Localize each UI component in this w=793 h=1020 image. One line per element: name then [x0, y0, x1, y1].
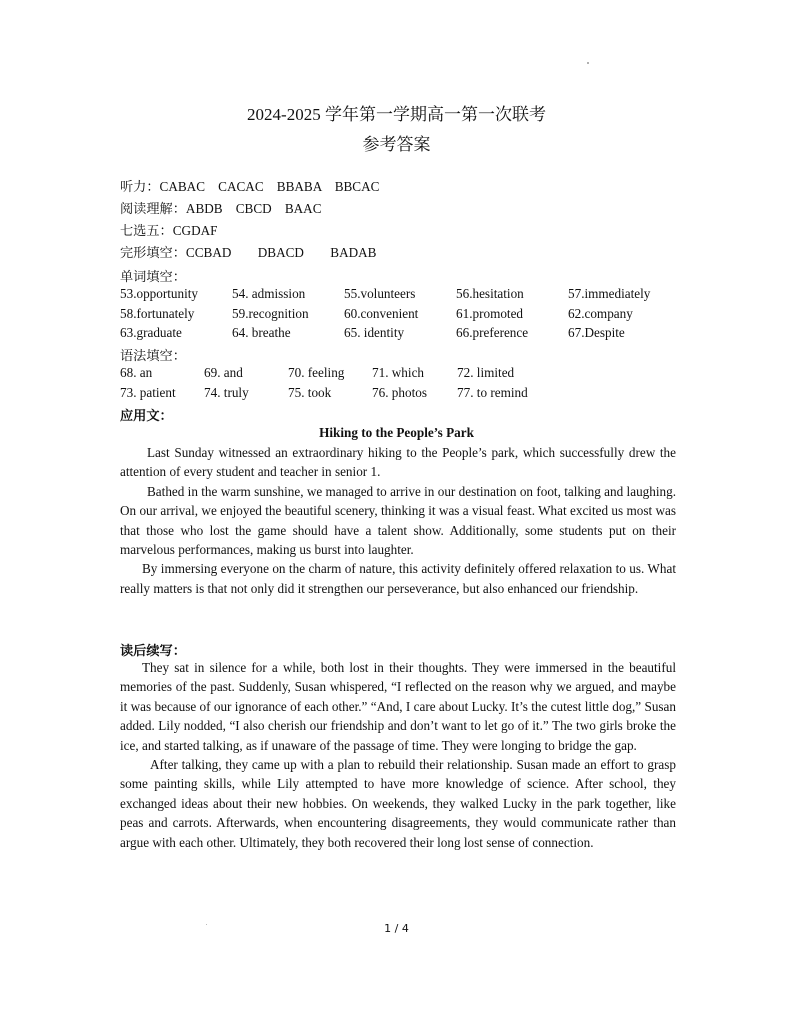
vocab-answer: 63.graduate	[120, 325, 182, 340]
vocab-answer: 56.hesitation	[456, 286, 524, 301]
grammar-answer: 77. to remind	[457, 384, 528, 400]
vocab-answer: 62.company	[568, 305, 633, 321]
scan-dot	[587, 62, 589, 64]
paragraph: They sat in silence for a while, both lost in their thoughts. They were immersed in the beautiful memories of the past. Suddenly, Susan whispered, “I reflected on the reason why we argued, and maybe it was because of our ignorance of each other.” “And, I care about Lucky. It’s the cutest little dog,” Susan added. Lily nodded, “I also cherish our friendship and don’t want to let go of it.” The two girls broke the ice, and started talking, as if unaware of the passage of time. They were longing to bridge the gap.	[120, 660, 676, 753]
vocab-answer: 64. breathe	[232, 325, 291, 340]
continuation-writing-label: 读后续写：	[120, 643, 186, 658]
continuation-writing-body	[120, 658, 676, 852]
grammar-answer: 75. took	[288, 384, 332, 400]
grammar-answer: 73. patient	[120, 384, 176, 400]
vocab-answer: 57.immediately	[568, 286, 651, 301]
paragraph: Bathed in the warm sunshine, we managed to arrive in our destination on foot, talking and laughing. On our arrival, we enjoyed the beautiful scenery, thinking it was a visual feast. What excited us most was that those who lost the game should have a talent show. Additionally, some students put on their marvelous performances, making us burst into laughter.	[120, 483, 676, 558]
reading-answers: 阅读理解：ABDB CBCD BAAC	[120, 201, 322, 216]
seven-choose-five-answers: 七选五：CGDAF	[120, 223, 218, 238]
listening-answers: 听力：CABAC CACAC BBABA BBCAC	[120, 179, 380, 194]
grammar-label: 语法填空：	[120, 348, 186, 363]
vocab-answer: 53.opportunity	[120, 286, 199, 301]
vocab-answer: 54. admission	[232, 286, 306, 301]
grammar-answer: 70. feeling	[288, 365, 345, 380]
paragraph: Last Sunday witnessed an extraordinary hiking to the People’s park, which successfully drew the attention of every student and teacher in senior 1.	[120, 445, 676, 480]
grammar-answer: 72. limited	[457, 365, 515, 380]
grammar-answer: 74. truly	[204, 384, 249, 400]
paragraph: After talking, they came up with a plan to rebuild their relationship. Susan made an effort to grasp some painting skills, while Lily attempted to have more knowledge of science. After school, they exchanged ideas about their new hobbies. On weekends, they walked Lucky in the park together, like peas and carrots. Afterwards, when encountering disagreements, they would communicate rather than argue with each other. Ultimately, they both recovered their long lost sense of connection.	[120, 757, 676, 850]
paragraph: By immersing everyone on the charm of nature, this activity definitely offered relaxation to us. What really matters is that not only did it strengthen our perseverance, but also enhanced our friendship.	[120, 561, 676, 596]
vocab-answer: 61.promoted	[456, 305, 524, 321]
answer-key-title: 参考答案	[362, 135, 431, 154]
grammar-answer: 68. an	[120, 365, 153, 380]
vocab-answer: 66.preference	[456, 325, 529, 340]
grammar-answer: 71. which	[372, 365, 425, 380]
cloze-answers: 完形填空：CCBAD DBACD BADAB	[120, 245, 377, 260]
applied-writing-label: 应用文：	[120, 408, 173, 423]
vocab-answer: 60.convenient	[344, 305, 419, 321]
grammar-answer: 76. photos	[372, 384, 427, 400]
vocab-label: 单词填空：	[120, 269, 186, 284]
vocab-answer: 55.volunteers	[344, 286, 416, 301]
applied-writing-body	[120, 443, 676, 598]
grammar-answer: 69. and	[204, 365, 243, 380]
vocab-answer: 67.Despite	[568, 325, 625, 340]
vocab-answer: 58.fortunately	[120, 305, 195, 321]
vocab-answer: 65. identity	[344, 325, 405, 340]
page-number: 1 / 4	[384, 922, 409, 935]
applied-writing-title: Hiking to the People’s Park	[319, 425, 474, 440]
vocab-answer: 59.recognition	[232, 305, 309, 321]
exam-title: 2024-2025 学年第一学期高一第一次联考	[247, 105, 546, 124]
